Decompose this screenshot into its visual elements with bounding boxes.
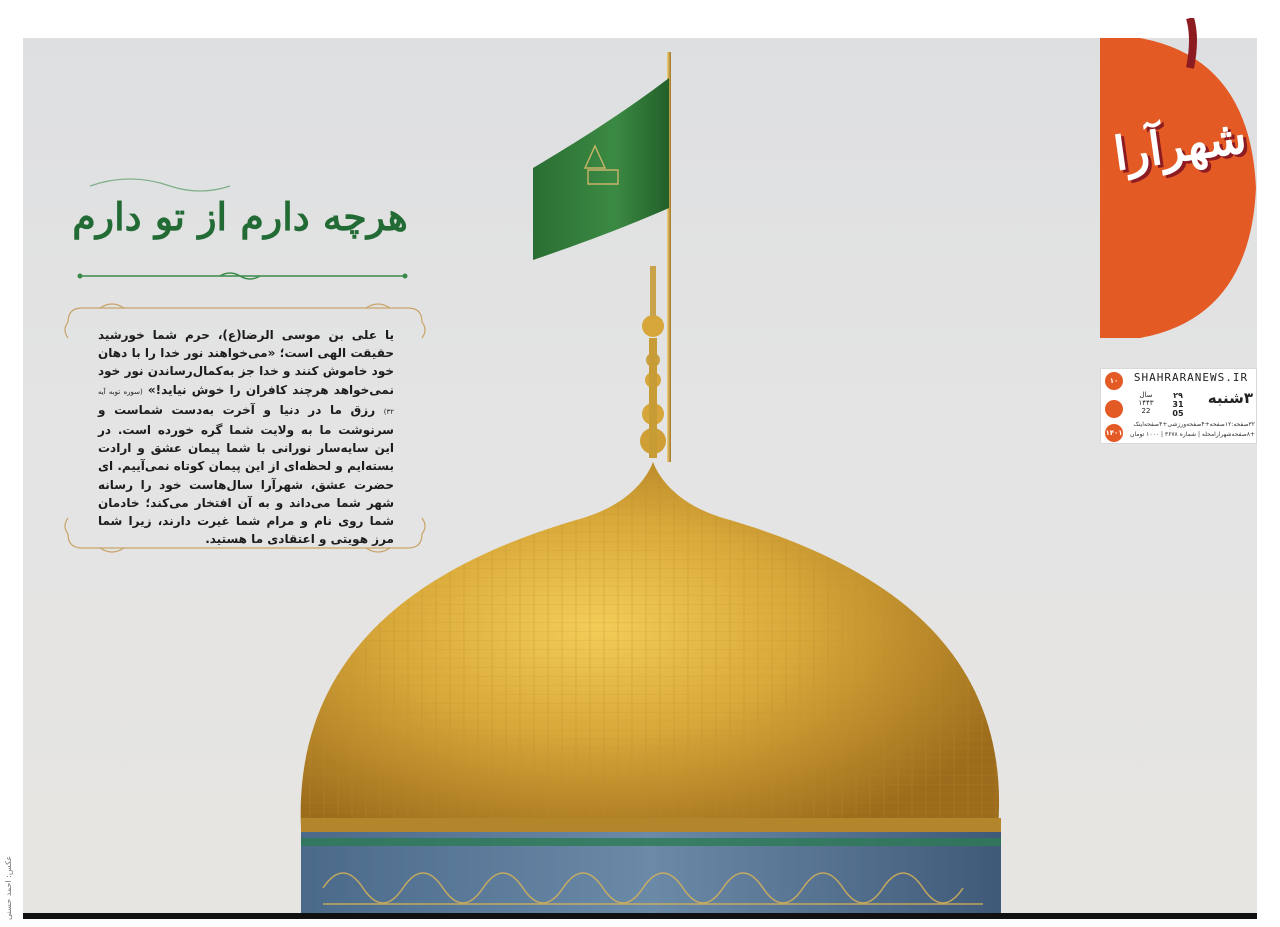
issue-date-other: سال ۱۴۴۳ 22	[1138, 391, 1154, 415]
photo-credit: عکس: احمد حسنی	[4, 855, 13, 920]
badge-year: ۱۴۰۱	[1105, 424, 1123, 442]
masthead-title: شهرآرا	[1110, 109, 1250, 181]
masthead-logo-shape	[1100, 18, 1260, 353]
badge-ornament	[1105, 400, 1123, 418]
issue-price-info: +۸صفحه‌شهرآرامحله | شماره ۳۶۷۸ | ۱۰۰۰ تومان	[1130, 431, 1255, 438]
article-paragraph-rest: رزق ما در دنیا و آخرت به‌دست شماست و سرنوشت ما به ولایت شما گره خورده است. در این سایه‌سار نورانی با شما پیمان عشق و ارادت بسته‌ایم و لحظه‌ای از این پیمان کوتاه نمی‌آییم. ای حضرت عشق، شهرآرا سال‌هاست خود را رسانه شهر شما می‌داند و به آن افتخار می‌کند؛ خادمان شما روی نام و مرام شما غیرت دارند، زیرا شما مرز هویتی و اعتقادی ما هستید.	[98, 402, 394, 547]
website-url: SHAHRARANEWS.IR	[1133, 371, 1249, 384]
article-panel	[60, 302, 430, 554]
bottom-rule	[23, 913, 1257, 919]
headline-text: هرچه دارم از تو دارم	[72, 194, 408, 239]
issue-date-shamsi: ۲۹ 31 05	[1172, 391, 1184, 418]
article-paragraph-main: یا علی بن موسی الرضا(ع)، حرم شما خورشید حقیقت الهی است؛ «می‌خواهند نور خدا را با دهان خود خاموش کنند و خدا جز به‌کمال‌رساندن نور خود نمی‌خواهد هرچند کافران را خوش نیاید!»	[98, 328, 394, 397]
badge-year-number: ۱۰	[1105, 372, 1123, 390]
issue-info	[1100, 368, 1257, 444]
article-body	[98, 326, 394, 548]
green-flag	[533, 78, 669, 260]
article-reference: (سوره توبه آیه ۳۲)	[98, 387, 394, 416]
issue-day: ۳شنبه	[1207, 389, 1253, 407]
headline-block	[70, 172, 415, 282]
masthead-logo	[1100, 18, 1260, 353]
pages-info: ۳۲صفحه:۱۲صفحه+۴صفحه‌ورزشی+۴صفحه‌اینک	[1133, 421, 1255, 428]
